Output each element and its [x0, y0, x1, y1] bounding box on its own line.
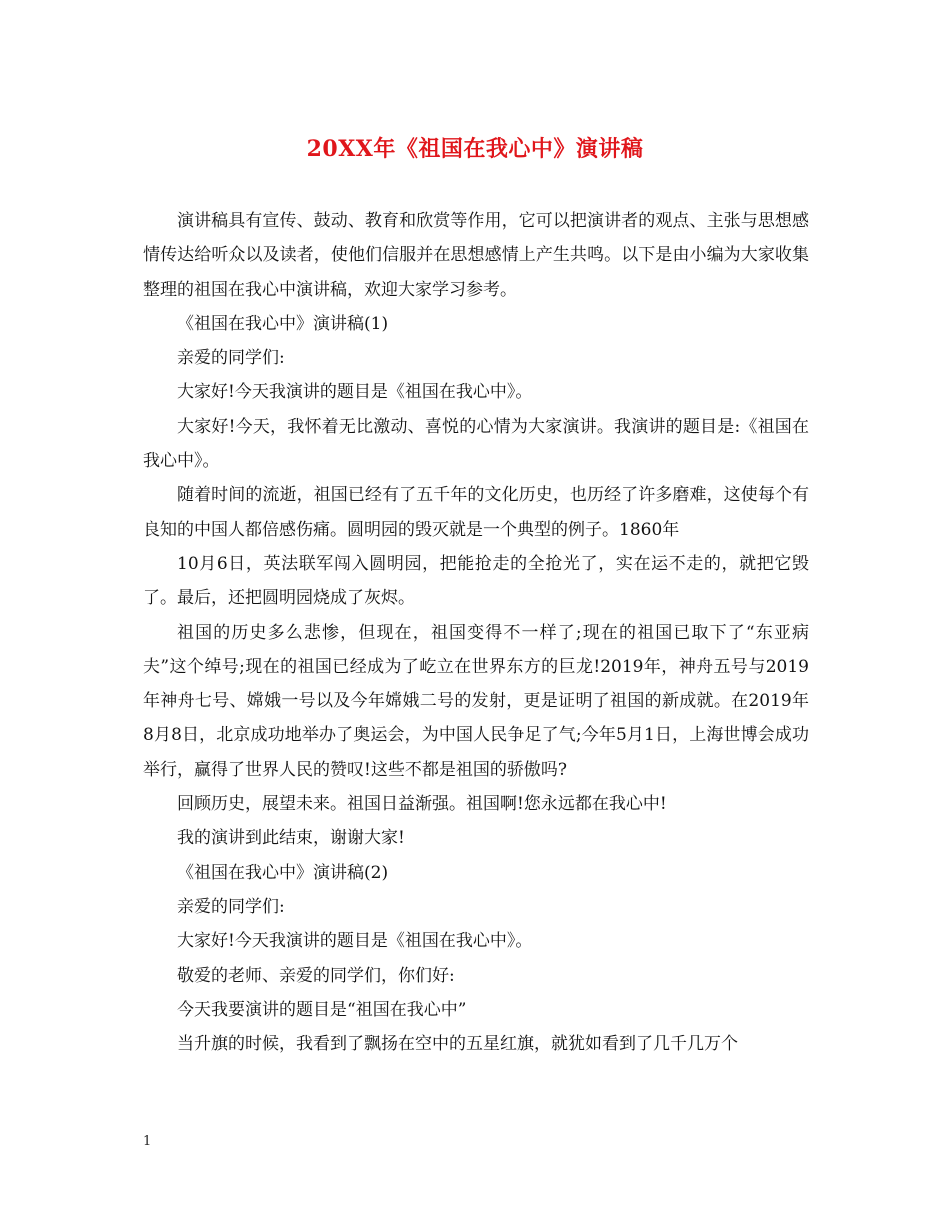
document-title: 20XX年《祖国在我心中》演讲稿: [306, 136, 644, 162]
paragraph: 大家好!今天我演讲的题目是《祖国在我心中》。: [177, 382, 533, 403]
paragraph: 大家好!今天我演讲的题目是《祖国在我心中》。: [177, 931, 533, 952]
paragraph: 大家好!今天，我怀着无比激动、喜悦的心情为大家演讲。我演讲的题目是:《祖国在我心中》。: [143, 416, 809, 472]
paragraph: 随着时间的流逝，祖国已经有了五千年的文化历史，也历经了许多磨难，这使每个有良知的中国人都倍感伤痛。圆明园的毁灭就是一个典型的例子。1860年: [143, 485, 809, 540]
paragraph: 祖国的历史多么悲惨，但现在，祖国变得不一样了;现在的祖国已取下了“东亚病夫”这个绰号;现在的祖国已经成为了屹立在世界东方的巨龙!2019年，神舟五号与2019年神舟七号、嫦娥一号以及今年嫦娥二号的发射，更是证明了祖国的新成就。在2019年8月8日，北京成功地举办了奥运会，为中国人民争足了气;今年5月1日，上海世博会成功举行，赢得了世界人民的赞叹!这些不都是祖国的骄傲吗?: [143, 622, 809, 780]
paragraph: 10月6日，英法联军闯入圆明园，把能抢走的全抢光了，实在运不走的，就把它毁了。最后，还把圆明园烧成了灰烬。: [143, 553, 809, 609]
paragraph: 演讲稿具有宣传、鼓动、教育和欣赏等作用，它可以把演讲者的观点、主张与思想感情传达给听众以及读者，使他们信服并在思想感情上产生共鸣。以下是由小编为大家收集整理的祖国在我心中演讲稿，欢迎大家学习参考。: [143, 211, 809, 300]
paragraph: 我的演讲到此结束，谢谢大家!: [177, 828, 405, 849]
paragraph: 当升旗的时候，我看到了飘扬在空中的五星红旗，就犹如看到了几千几万个: [177, 1034, 738, 1055]
page-number: 1: [143, 1134, 152, 1149]
document-body: [143, 204, 809, 1061]
paragraph: 敬爱的老师、亲爱的同学们，你们好:: [177, 965, 455, 986]
paragraph: 今天我要演讲的题目是“祖国在我心中”: [177, 999, 467, 1020]
paragraph: 回顾历史，展望未来。祖国日益渐强。祖国啊!您永远都在我心中!: [177, 794, 667, 815]
section-heading: 《祖国在我心中》演讲稿(2): [177, 862, 389, 883]
paragraph: 亲爱的同学们:: [177, 896, 285, 917]
section-heading: 《祖国在我心中》演讲稿(1): [177, 313, 389, 334]
paragraph: 亲爱的同学们:: [177, 348, 285, 369]
